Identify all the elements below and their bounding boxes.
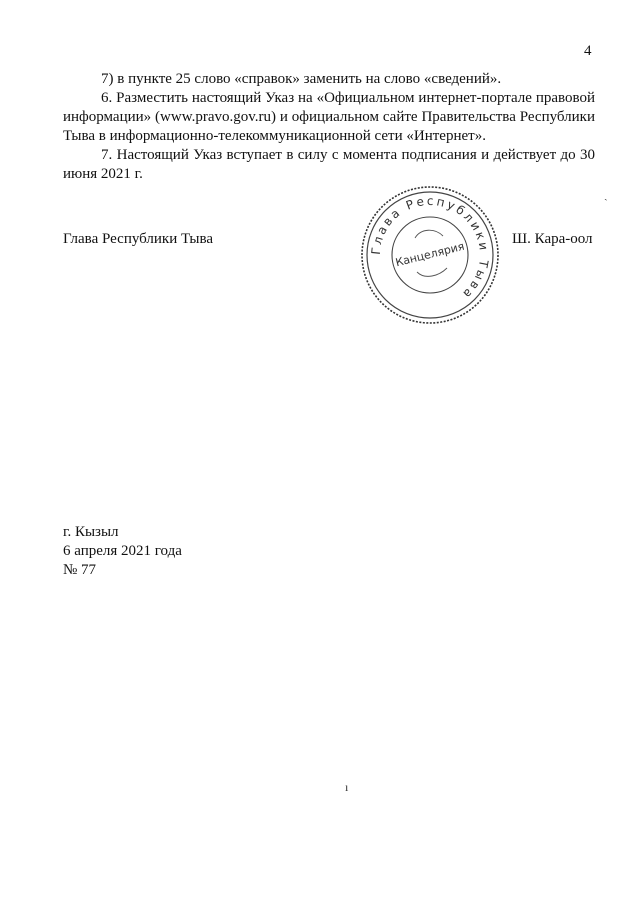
signatory-position: Глава Республики Тыва bbox=[63, 231, 214, 247]
footer-mark: ı bbox=[345, 780, 349, 794]
seal-center-text: Канцелярия bbox=[394, 239, 466, 270]
signatory-name: Ш. Кара-оол bbox=[512, 231, 593, 247]
page-number: 4 bbox=[584, 43, 592, 59]
document-body bbox=[63, 70, 595, 184]
corner-mark: ˎ bbox=[604, 189, 608, 201]
seal-icon bbox=[355, 180, 505, 330]
official-seal bbox=[355, 180, 505, 330]
paragraph-7-effective-date: 7. Настоящий Указ вступает в силу с момента подписания и действует до 30 июня 2021 г. bbox=[63, 147, 595, 182]
issue-date: 6 апреля 2021 года bbox=[63, 543, 182, 559]
paragraph-item-7-point-25: 7) в пункте 25 слово «справок» заменить на слово «сведений». bbox=[101, 71, 502, 87]
issue-place: г. Кызыл bbox=[63, 524, 119, 540]
paragraph-6-publication: 6. Разместить настоящий Указ на «Официальном интернет-портале правовой информации» (www.pravo.gov.ru) и официальном сайте Правительства Республики Тыва в информационно-телекоммуникационной сети «Интернет». bbox=[63, 90, 595, 144]
seal-ring-text: Глава Республики Тыва bbox=[368, 193, 492, 303]
issue-number: № 77 bbox=[63, 562, 97, 578]
issue-details bbox=[63, 523, 182, 580]
